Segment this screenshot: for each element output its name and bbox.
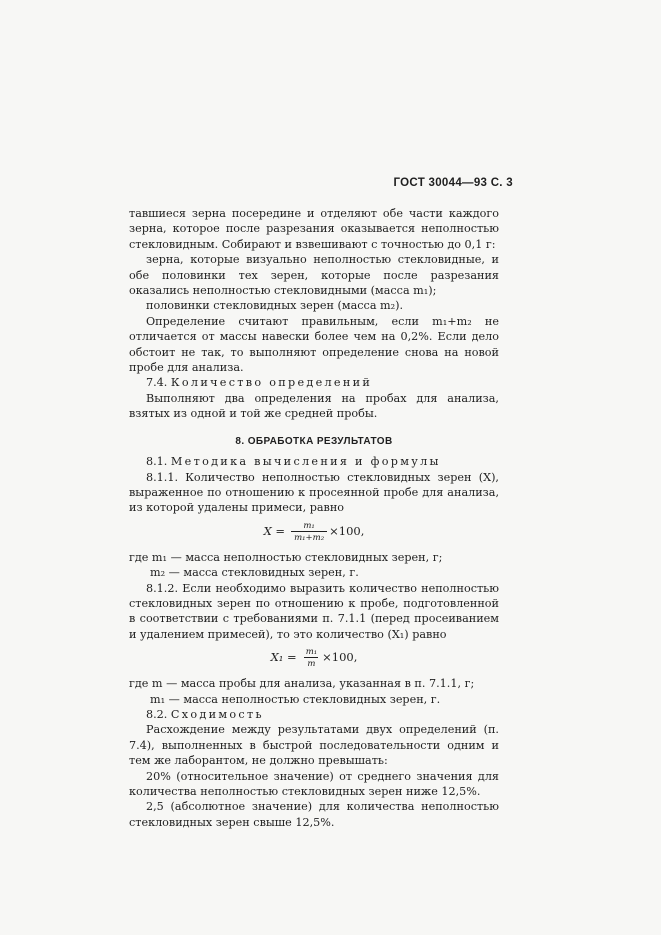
paragraph-two-determinations: Выполняют два определения на пробах для анализа, взятых из одной и той же средней пробы. (129, 391, 499, 421)
formula-denominator: m (304, 657, 318, 669)
definition-m: где m — масса пробы для анализа, указанная в п. 7.1.1, г; (129, 677, 475, 691)
paragraph-relative-limit: 20% (относительное значение) от среднего значения для количества неполностью стекловидных зерен ниже 12,5%. (129, 769, 499, 798)
section-number: 8.1. (146, 455, 168, 469)
formula-x1 (129, 647, 499, 669)
section-number: 8.2. (146, 707, 168, 721)
paragraph-8-1-2: 8.1.2. Если необходимо выразить количество неполностью стекловидных зерен по отношению к пробе, подготовленной в соответствии с требованиями п. 7.1.1 (перед просеиванием и удалением примесей), то это количество (X₁) равно (129, 581, 499, 641)
paragraph-validity: Определение считают правильным, если m₁+m₂ не отличается от массы навески более чем на 0,2%. Если дело обстоит не так, то выполняют определение снова на новой пробе для анализа. (129, 314, 499, 375)
section-title: Сходимость (170, 707, 264, 721)
formula-denominator: m₁+m₂ (291, 531, 327, 543)
formula-numerator: m₁ (303, 520, 315, 531)
section-heading: 8. ОБРАБОТКА РЕЗУЛЬТАТОВ (235, 435, 393, 447)
paragraph-absolute-limit: 2,5 (абсолютное значение) для количества неполностью стекловидных зерен свыше 12,5%. (129, 800, 499, 829)
paragraph-discrepancy: Расхождение между результатами двух определений (п. 7.4), выполненных в быстрой последовательности одним и тем же лаборантом, не должно превышать: (129, 723, 499, 768)
definition-m1: m₁ — масса неполностью стекловидных зерен, г. (150, 692, 441, 706)
section-title: Количество определений (170, 376, 373, 390)
section-8-2-title (129, 707, 499, 722)
paragraph-8-1-1: 8.1.1. Количество неполностью стекловидных зерен (X), выраженное по отношению к просеянной пробе для анализа, из которой удалены примеси, равно (129, 470, 499, 515)
paragraph-glassy-halves: половинки стекловидных зерен (масса m₂). (146, 299, 404, 313)
formula-tail: ×100, (322, 650, 358, 665)
section-8-1-title (129, 454, 499, 469)
formula-fraction (291, 521, 327, 543)
definition-m2: m₂ — масса стекловидных зерен, г. (150, 566, 359, 580)
section-7-4-title (129, 375, 499, 390)
section-title: Методика вычисления и формулы (170, 455, 441, 469)
formula-x (129, 521, 499, 543)
formula-lhs: X₁ = (270, 650, 297, 665)
formula-tail: ×100, (329, 524, 365, 539)
formula-numerator: m₁ (305, 647, 318, 658)
definition-m1: где m₁ — масса неполностью стекловидных зерен, г; (129, 550, 443, 564)
section-number: 7.4. (146, 376, 168, 390)
formula-fraction (303, 647, 320, 669)
formula-lhs: X = (263, 524, 286, 539)
page-header: ГОСТ 30044—93 С. 3 (393, 177, 513, 189)
paragraph-partial-grains: зерна, которые визуально неполностью стекловидные, и обе половинки тех зерен, которые после разрезания оказались неполностью стекловидными (масса m₁); (129, 253, 499, 298)
document-body (129, 206, 499, 830)
paragraph-continued: тавшиеся зерна посередине и отделяют обе части каждого зерна, которое после разрезания оказывается неполностью стекловидным. Собирают и взвешивают с точностью до 0,1 г: (129, 207, 499, 251)
